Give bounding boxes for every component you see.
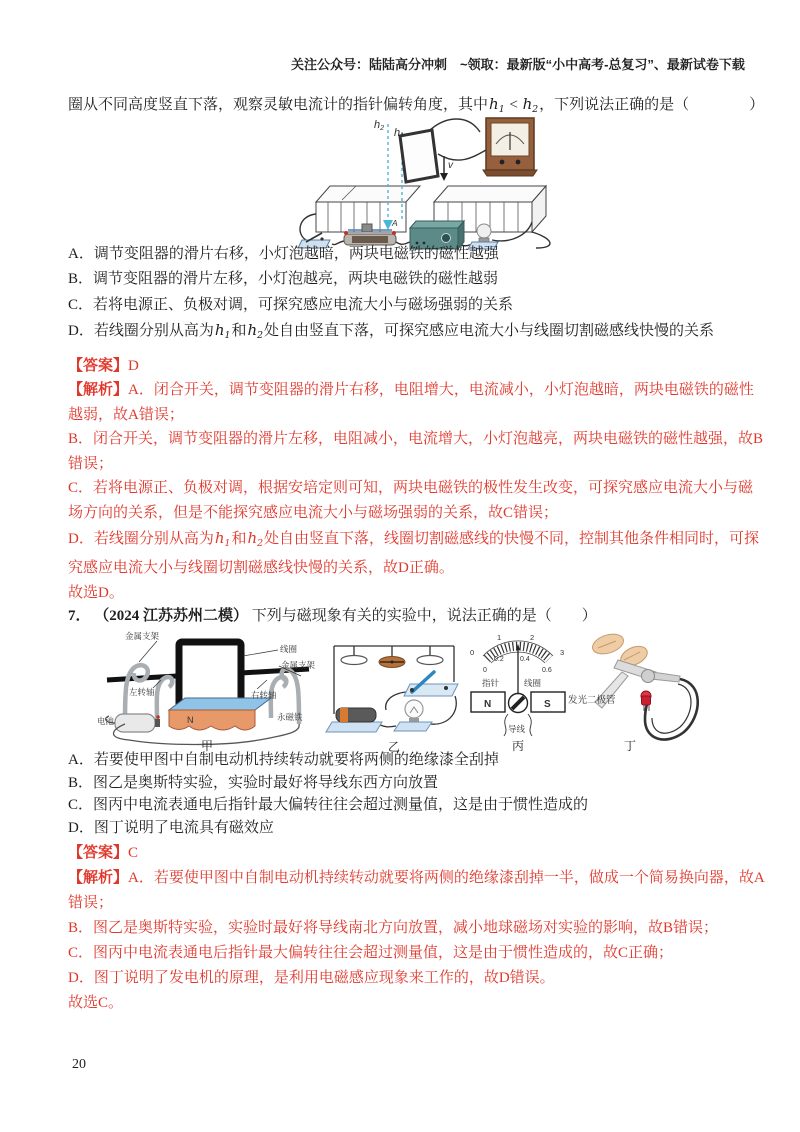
q6-analysis-line: 究感应电流大小与线圈切割磁感线快慢的关系，故D正确。 (68, 560, 454, 577)
q6-analysis-line: 故选D。 (68, 584, 124, 601)
s-pole-label: S (544, 699, 551, 710)
q6-options (68, 242, 714, 349)
q7-stem-text: 下列与磁现象有关的实验中，说法正确的是（ ） (251, 608, 597, 624)
magnet-n-pole-label: N (187, 715, 194, 725)
q7-answer: 【答案】C (68, 845, 139, 861)
q7-oersted-figure (318, 630, 470, 754)
support-left-label: 金属支架 (125, 631, 160, 641)
coil-label: 线圈 (280, 644, 298, 654)
pointer-label: 指针 (482, 678, 500, 688)
q6-option-d: D．若线圈分别从高为$h_1$和$h_2$处自由竖直下落，可探究感应电流大小与线圈切割磁感线快慢的关系 (68, 321, 715, 342)
knife-switch (404, 672, 458, 696)
page-header: 关注公众号：陆陆高分冲刺 ~领取：最新版“小中高考-总复习”、最新试卷下载 (291, 57, 745, 72)
q6-stem: 圈从不同高度竖直下落，观察灵敏电流计的指针偏转角度，其中$h_1 < h_2$，下列说法正确的是（ ） (68, 95, 765, 115)
q6-analysis-line: C．若将电源正、负极对调，根据安培定则可知，两块电磁铁的极性发生改变，可探究感应电流大小与磁 (68, 480, 754, 497)
battery-label: 电池 (97, 716, 115, 726)
q7-analysis-line: C．图丙中电流表通电后指针最大偏转往往会超过测量值，这是由于惯性造成的，故C正确； (68, 945, 674, 961)
right-axle-label: 右转轴 (251, 690, 277, 700)
q6-answer: 【答案】D (68, 358, 139, 374)
wire-loop-inner (652, 684, 691, 733)
figure-jia-caption: 甲 (201, 739, 214, 753)
galvanometer (483, 118, 537, 176)
scale-04: 0.4 (520, 656, 530, 663)
q6-analysis-line: B．闭合开关，调节变阻器的滑片左移，电阻减小，电流增大，小灯泡越亮，两块电磁铁的磁性越强，故B (68, 431, 764, 448)
scale-02: 0.2 (494, 656, 504, 663)
q7-source: （2024 江苏苏州二模） (94, 608, 249, 624)
q7-motor-figure (95, 628, 323, 754)
q6-analysis-line: 越弱，故A错误； (68, 406, 184, 423)
battery (115, 714, 160, 732)
q7-generator-figure (566, 628, 706, 754)
coil-label: 线圈 (524, 678, 542, 688)
q7-analysis-line: 故选C。 (68, 995, 124, 1011)
h2-label: h2 (374, 119, 385, 132)
scale-0b: 0 (483, 667, 487, 674)
figure-bing-caption: 丙 (512, 739, 525, 753)
left-axle-label: 左转轴 (129, 687, 155, 697)
n-pole-label: N (484, 699, 492, 710)
q7-option-c: C．图丙中电流表通电后指针最大偏转往往会超过测量值，这是由于惯性造成的 (68, 797, 589, 814)
q6-analysis-line: D．若线圈分别从高为$h_1$和$h_2$处自由竖直下落，线圈切割磁感线的快慢不同，控制其他条件相同时，可探 (68, 528, 760, 549)
q7-analysis (68, 866, 765, 1016)
h1-label: h (394, 127, 401, 139)
q7-analysis-line: B．图乙是奥斯特实验，实验时最好将导线南北方向放置，减小地球磁场对实验的影响，故B错误； (68, 920, 719, 936)
support-right-label: 金属支架 (281, 660, 316, 670)
q7-analysis-line: D．图丁说明了发电机的原理，是利用电磁感应现象来工作的，故D错误。 (68, 970, 555, 986)
figure-yi-caption: 乙 (388, 740, 401, 754)
ring-stand-left (341, 656, 367, 665)
bulb (394, 700, 432, 731)
q7-figure-row (0, 626, 800, 754)
v-label: v (448, 160, 453, 171)
q6-option-a: A．调节变阻器的滑片右移，小灯泡越暗，两块电磁铁的磁性越强 (68, 246, 499, 262)
scale-06: 0.6 (542, 667, 552, 674)
q6-option-c: C．若将电源正、负极对调，可探究感应电流大小与磁场强弱的关系 (68, 296, 514, 313)
permanent-magnet (169, 698, 271, 730)
scale-1: 1 (497, 633, 502, 642)
ring-stand-right (417, 656, 443, 665)
magnet-poles (471, 692, 565, 713)
q6-induction-experiment-figure (296, 114, 564, 250)
wire-label: 导线 (508, 724, 526, 734)
q7-options (68, 749, 588, 840)
magnet-label: 永磁铁 (277, 712, 303, 722)
q6-option-b: B．调节变阻器的滑片左移，小灯泡越亮，两块电磁铁的磁性越弱 (68, 271, 499, 288)
compass-needle (379, 657, 405, 668)
q7-analysis-line: 错误； (68, 895, 114, 911)
scale-3: 3 (560, 648, 565, 657)
scale-0: 0 (470, 648, 475, 657)
q7-ammeter-figure (466, 628, 572, 754)
coil-core-a-label: A (392, 218, 398, 228)
figure-ding-caption: 丁 (624, 739, 637, 753)
q6-analysis-line: 错误； (68, 455, 114, 472)
falling-coil (400, 130, 438, 182)
q6-analysis-line: 【解析】A．闭合开关，调节变阻器的滑片右移，电阻增大，电流减小，小灯泡越暗，两块电磁铁的磁性 (68, 382, 754, 398)
q6-analysis (68, 378, 763, 605)
q7-option-a: A．若要使甲图中自制电动机持续转动就要将两侧的绝缘漆全刮掉 (68, 752, 499, 768)
q7-stem (68, 604, 597, 625)
q6-analysis-line: 场方向的关系，但是不能探究感应电流大小与磁场强弱的关系，故C错误； (68, 504, 559, 521)
led-label: 发光二极管 (568, 695, 616, 706)
q7-analysis-line: 【解析】A．若要使甲图中自制电动机持续转动就要将两侧的绝缘漆刮掉一半，做成一个简易换向器，故A (68, 870, 765, 886)
scale-2: 2 (530, 633, 535, 642)
q7-option-b: B．图乙是奥斯特实验，实验时最好将导线东西方向放置 (68, 774, 439, 791)
page-number: 20 (72, 1057, 86, 1072)
q7-number: 7． (68, 608, 91, 624)
q7-option-d: D．图丁说明了电流具有磁效应 (68, 820, 274, 837)
